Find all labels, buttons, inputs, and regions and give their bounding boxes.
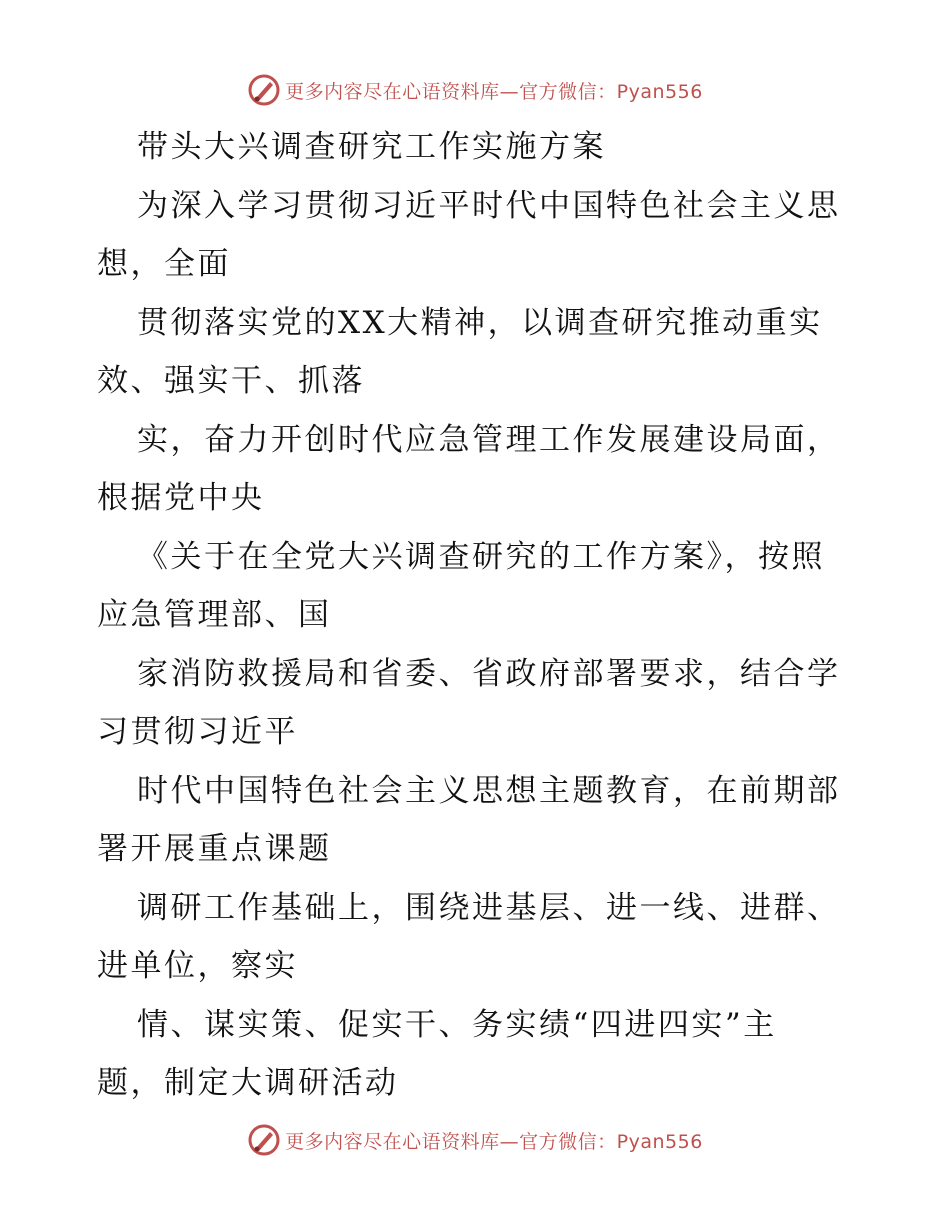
paragraph-line: 应急管理部、国 <box>97 597 332 633</box>
paragraph-line: 题，制定大调研活动 <box>97 1065 399 1101</box>
paragraph-line: 进单位，察实 <box>97 948 298 984</box>
document-title: 带头大兴调查研究工作实施方案 <box>137 129 606 165</box>
paragraph-line: 时代中国特色社会主义思想主题教育，在前期部 <box>137 772 841 809</box>
footer-banner <box>0 1120 950 1160</box>
paragraph-line: 贯彻落实党的XX大精神，以调查研究推动重实 <box>137 304 823 341</box>
paragraph-line: 为深入学习贯彻习近平时代中国特色社会主义思 <box>137 187 841 224</box>
paragraph-line: 根据党中央 <box>97 480 265 516</box>
paragraph-line: 调研工作基础上，围绕进基层、进一线、进群、 <box>137 889 841 926</box>
header-banner-text: 更多内容尽在心语资料库—官方微信：Pyan556 <box>285 80 703 103</box>
pen-logo-icon <box>247 73 281 107</box>
paragraph-line: 情、谋实策、促实干、务实绩“四进四实”主 <box>137 1006 777 1043</box>
paragraph-line: 效、强实干、抓落 <box>97 363 365 399</box>
paragraph-line: 《关于在全党大兴调查研究的工作方案》，按照 <box>137 538 825 575</box>
pen-logo-icon <box>247 1123 281 1157</box>
paragraph-line: 实，奋力开创时代应急管理工作发展建设局面， <box>137 421 841 458</box>
footer-banner-text: 更多内容尽在心语资料库—官方微信：Pyan556 <box>285 1130 703 1153</box>
header-banner <box>0 70 950 110</box>
paragraph-line: 想，全面 <box>97 246 231 282</box>
paragraph-line: 家消防救援局和省委、省政府部署要求，结合学 <box>137 655 841 692</box>
paragraph-line: 署开展重点课题 <box>97 831 332 867</box>
paragraph-line: 习贯彻习近平 <box>97 714 298 750</box>
document-body <box>97 118 857 1113</box>
